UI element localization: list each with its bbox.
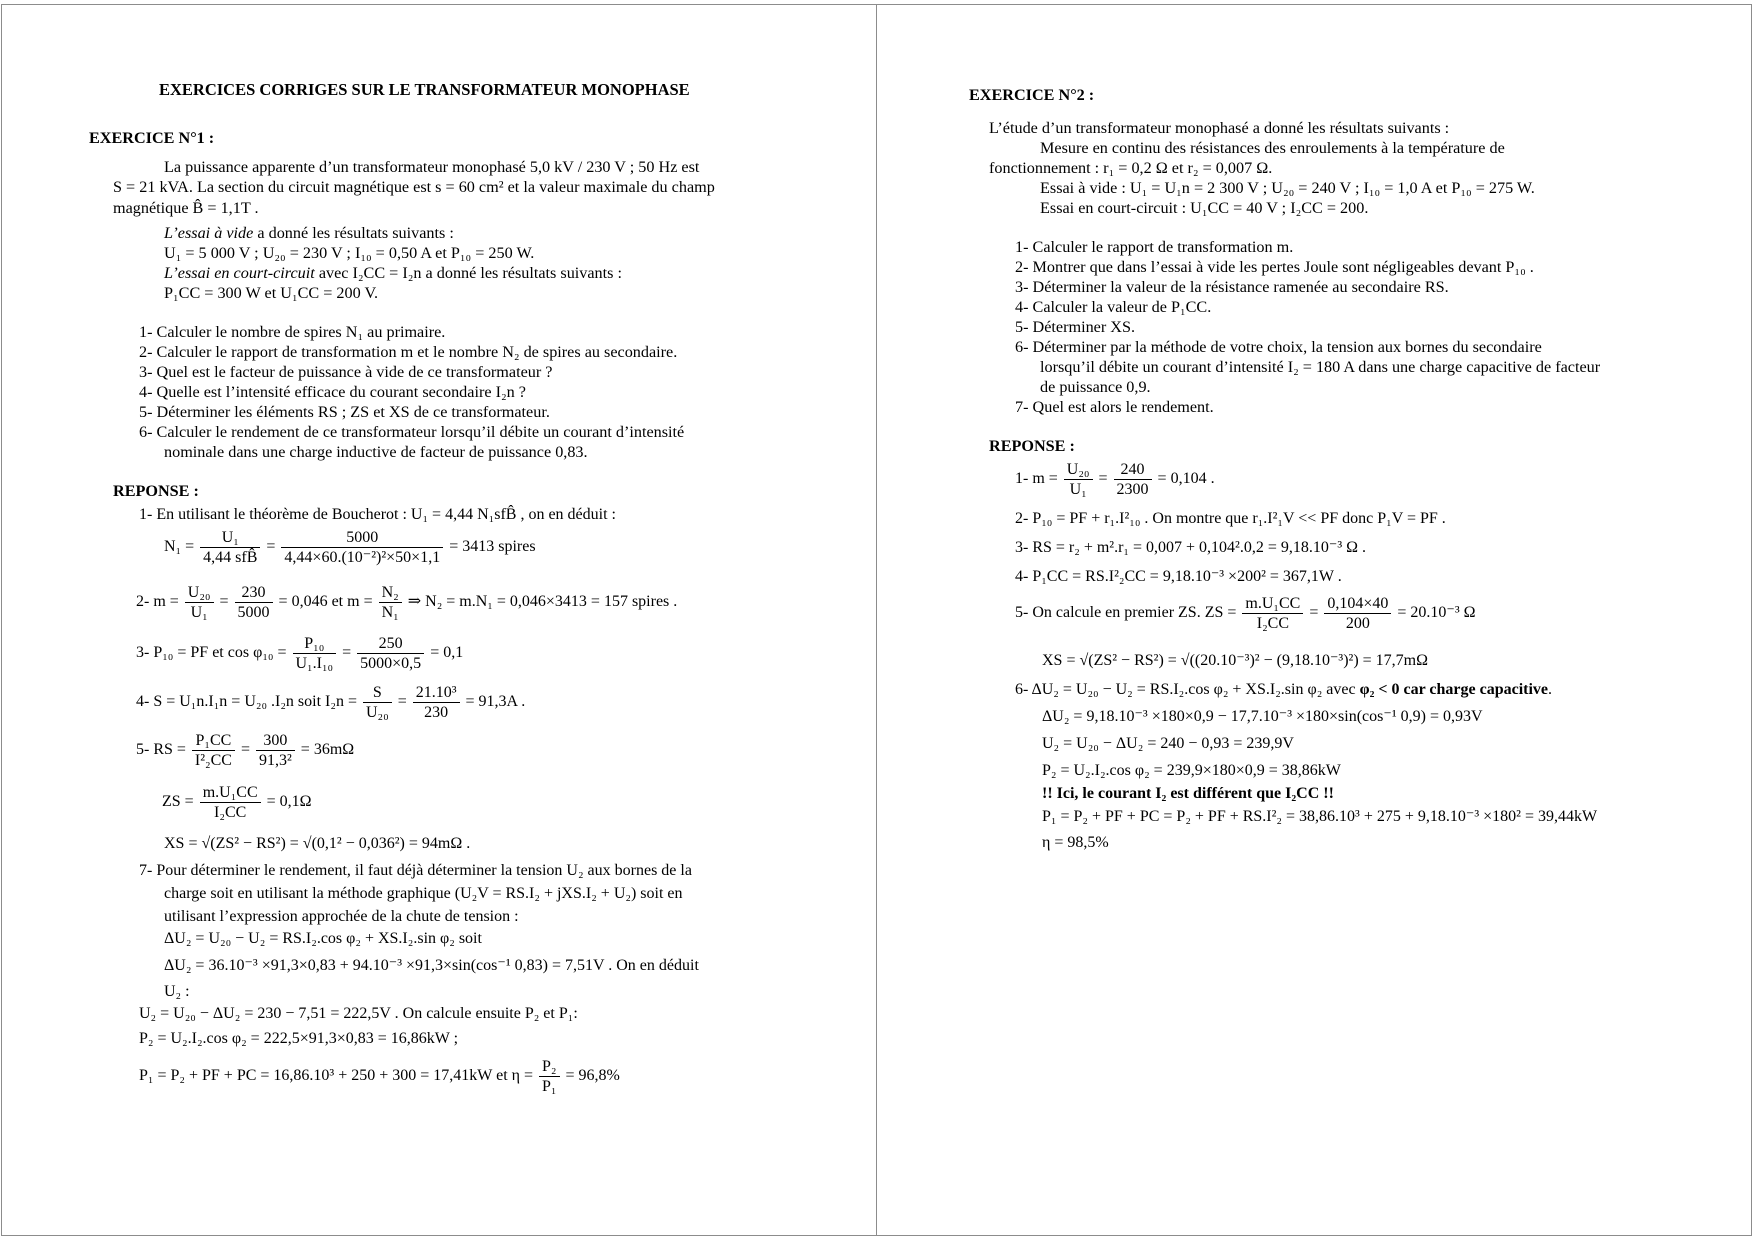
- ex1-reponse-heading: REPONSE :: [113, 482, 199, 500]
- fraction: [357, 634, 424, 673]
- formula-text: ⇒ N₂ = m.N₁ = 0,046×3413 = 157 spires .: [407, 593, 678, 611]
- fraction: [256, 731, 295, 770]
- ex1-cc-line: [164, 263, 622, 283]
- fraction: [379, 583, 402, 622]
- formula-text: = 0,104 .: [1157, 470, 1215, 488]
- ex1-answer-4: [136, 683, 525, 722]
- ex2-warning-note: !! Ici, le courant I₂ est différent que I₂CC !!: [1042, 785, 1334, 802]
- formula-text: =: [397, 693, 407, 711]
- fraction: [235, 583, 273, 622]
- ex2-question: 7- Quel est alors le rendement.: [1015, 398, 1214, 416]
- ex1-answer-7-line: U₂ :: [164, 983, 190, 1000]
- ex2-question: 2- Montrer que dans l’essai à vide les pertes Joule sont négligeables devant P₁₀ .: [1015, 258, 1534, 276]
- ex1-answer-5-xs: XS = √(ZS² − RS²) = √(0,1² − 0,036²) = 94mΩ .: [164, 835, 471, 852]
- numerator: U₂₀: [1064, 460, 1093, 480]
- numerator: 300: [256, 731, 295, 751]
- fraction: [185, 583, 214, 622]
- ex2-eta-line: η = 98,5%: [1042, 834, 1109, 851]
- ex1-vide-line: [164, 223, 454, 243]
- ex2-question: 6- Déterminer par la méthode de votre choix, la tension aux bornes du secondaire: [1015, 338, 1542, 356]
- formula-text: = 0,1: [430, 644, 464, 662]
- ex2-question: 1- Calculer le rapport de transformation m.: [1015, 238, 1294, 256]
- fraction: [363, 683, 392, 722]
- numerator: N₂: [379, 583, 402, 603]
- ex2-answer-5-xs: XS = √(ZS² − RS²) = √((20.10⁻³)² − (9,18.10⁻³)²) = 17,7mΩ: [1042, 652, 1429, 669]
- ex1-question: 1- Calculer le nombre de spires N₁ au primaire.: [139, 323, 446, 341]
- numerator: S: [363, 683, 392, 703]
- ex1-u2-line: U₂ = U₂₀ − ΔU₂ = 230 − 7,51 = 222,5V . On calcule ensuite P₂ et P₁:: [139, 1005, 578, 1022]
- ex2-answer-5: [1015, 594, 1476, 633]
- fraction: [1242, 594, 1303, 633]
- numerator: 230: [235, 583, 273, 603]
- fraction: [200, 783, 261, 822]
- vide-rest: a donné les résultats suivants :: [253, 224, 454, 242]
- ex1-answer-7-line: 7- Pour déterminer le rendement, il faut déjà déterminer la tension U₂ aux bornes de la: [139, 862, 692, 879]
- denominator: U₂₀: [365, 704, 389, 721]
- formula-text: =: [1098, 470, 1108, 488]
- ex1-answer-7-line: ΔU₂ = 36.10⁻³ ×91,3×0,83 + 94.10⁻³ ×91,3×sin(cos⁻¹ 0,83) = 7,51V . On en déduit: [164, 957, 699, 974]
- ex1-intro-line: La puissance apparente d’un transformateur monophasé 5,0 kV / 230 V ; 50 Hz est: [164, 158, 700, 176]
- ex1-vide-values: U₁ = 5 000 V ; U₂₀ = 230 V ; I₁₀ = 0,50 A et P₁₀ = 250 W.: [164, 244, 535, 262]
- formula-text: 3- P₁₀ = PF et cos φ₁₀ =: [136, 644, 287, 662]
- fraction: [1064, 460, 1093, 499]
- numerator: U₁: [200, 528, 260, 548]
- ex2-answer-3: 3- RS = r₂ + m².r₁ = 0,007 + 0,104².0,2 = 9,18.10⁻³ Ω .: [1015, 539, 1366, 556]
- ex1-p2-line: P₂ = U₂.I₂.cos φ₂ = 222,5×91,3×0,83 = 16,86kW ;: [139, 1030, 459, 1047]
- formula-text: =: [219, 593, 229, 611]
- denominator: 2300: [1116, 481, 1149, 498]
- numerator: 0,104×40: [1324, 594, 1391, 614]
- numerator: P₂: [539, 1057, 559, 1077]
- ex1-question: 3- Quel est le facteur de puissance à vide de ce transformateur ?: [139, 363, 553, 381]
- formula-text: =: [240, 741, 250, 759]
- vide-label: L’essai à vide: [164, 224, 254, 242]
- ex2-answer-6-line: U₂ = U₂₀ − ΔU₂ = 240 − 0,93 = 239,9V: [1042, 735, 1294, 752]
- ex1-answer-5-zs: [162, 783, 312, 822]
- formula-text: .: [1548, 681, 1553, 698]
- formula-text: = 20.10⁻³ Ω: [1397, 604, 1476, 622]
- ex1-answer-7-line: charge soit en utilisant la méthode graphique (U₂V = RS.I₂ + jXS.I₂ + U₂) soit en: [164, 885, 683, 902]
- ex2-reponse-heading: REPONSE :: [989, 437, 1075, 455]
- cc-rest: avec I₂CC = I₂n a donné les résultats suivants :: [314, 264, 622, 282]
- numerator: P₁CC: [192, 731, 235, 751]
- ex2-intro-line: Essai en court-circuit : U₁CC = 40 V ; I₂CC = 200.: [1040, 199, 1369, 217]
- ex1-answer-3: [136, 634, 463, 673]
- formula-text: 1- m =: [1015, 470, 1058, 488]
- ex2-question: 3- Déterminer la valeur de la résistance ramenée au secondaire RS.: [1015, 278, 1449, 296]
- ex1-answer-1-formula: [164, 528, 536, 567]
- ex2-question: de puissance 0,9.: [1040, 378, 1151, 396]
- denominator: U₁.I₁₀: [295, 655, 334, 672]
- page-divider: [876, 4, 877, 1236]
- fraction: [539, 1057, 559, 1096]
- ex1-answer-7-line: ΔU₂ = U₂₀ − U₂ = RS.I₂.cos φ₂ + XS.I₂.sin φ₂ soit: [164, 930, 482, 947]
- fraction: [200, 528, 260, 567]
- denominator: 230: [424, 704, 449, 721]
- denominator: 200: [1345, 615, 1370, 632]
- ex1-cc-values: P₁CC = 300 W et U₁CC = 200 V.: [164, 284, 379, 302]
- formula-text: 2- m =: [136, 593, 179, 611]
- cc-label: L’essai en court-circuit: [164, 264, 315, 282]
- denominator: 4,44 sfB̂: [203, 549, 258, 566]
- ex2-answer-6-line: P₂ = U₂.I₂.cos φ₂ = 239,9×180×0,9 = 38,86kW: [1042, 762, 1341, 779]
- ex1-answer-5: [136, 731, 354, 770]
- numerator: 250: [357, 634, 424, 654]
- ex2-p1-line: P₁ = P₂ + PF + PC = P₂ + PF + RS.I²₂ = 38,86.10³ + 275 + 9,18.10⁻³ ×180² = 39,44kW: [1042, 808, 1598, 825]
- fraction: [281, 528, 443, 567]
- ex1-answer-2: [136, 583, 677, 622]
- numerator: 5000: [281, 528, 443, 548]
- denominator: N₁: [381, 604, 399, 621]
- formula-text: =: [342, 644, 352, 662]
- denominator: I₂CC: [214, 804, 247, 821]
- fraction: [1324, 594, 1391, 633]
- ex1-answer-1: 1- En utilisant le théorème de Boucherot : U₁ = 4,44 N₁sfB̂ , on en déduit :: [139, 506, 616, 523]
- formula-text: = 36mΩ: [300, 741, 355, 759]
- numerator: 21.10³: [413, 683, 460, 703]
- denominator: 5000×0,5: [360, 655, 422, 672]
- fraction: [293, 634, 337, 673]
- ex2-answer-6: [1015, 680, 1552, 700]
- exercise-2-heading: EXERCICE N°2 :: [969, 86, 1095, 104]
- ex2-answer-4: 4- P₁CC = RS.I²₂CC = 9,18.10⁻³ ×200² = 367,1W .: [1015, 568, 1342, 585]
- ex2-intro-line: fonctionnement : r₁ = 0,2 Ω et r₂ = 0,007 Ω.: [989, 159, 1273, 177]
- ex2-question: 5- Déterminer XS.: [1015, 318, 1136, 336]
- ex2-answer-2: 2- P₁₀ = PF + r₁.I²₁₀ . On montre que r₁.I²₁V << PF donc P₁V = PF .: [1015, 510, 1446, 527]
- denominator: U₁: [1069, 481, 1087, 498]
- ex1-answer-7-line: utilisant l’expression approchée de la chute de tension :: [164, 908, 519, 925]
- ex2-answer-1: [1015, 460, 1215, 499]
- formula-text: N₁ =: [164, 538, 195, 556]
- ex1-intro-line: magnétique B̂ = 1,1T .: [113, 199, 259, 217]
- fraction: [1114, 460, 1152, 499]
- document-title: EXERCICES CORRIGES SUR LE TRANSFORMATEUR MONOPHASE: [159, 80, 690, 99]
- denominator: 4,44×60.(10⁻²)²×50×1,1: [284, 549, 441, 566]
- fraction: [413, 683, 460, 722]
- ex1-question: 6- Calculer le rendement de ce transformateur lorsqu’il débite un courant d’intensité: [139, 423, 685, 441]
- formula-text: 5- RS =: [136, 741, 186, 759]
- denominator: 91,3²: [259, 752, 292, 769]
- ex1-intro-line: S = 21 kVA. La section du circuit magnétique est s = 60 cm² et la valeur maximale du champ: [113, 178, 715, 196]
- ex2-intro-line: Mesure en continu des résistances des enroulements à la température de: [1040, 139, 1505, 157]
- ex2-intro-line: L’étude d’un transformateur monophasé a donné les résultats suivants :: [989, 119, 1450, 137]
- denominator: I₂CC: [1256, 615, 1289, 632]
- ex1-question: 5- Déterminer les éléments RS ; ZS et XS de ce transformateur.: [139, 403, 550, 421]
- formula-text: 6- ΔU₂ = U₂₀ − U₂ = RS.I₂.cos φ₂ + XS.I₂.sin φ₂ avec: [1015, 681, 1360, 698]
- denominator: P₁: [542, 1078, 557, 1095]
- formula-text: ZS =: [162, 793, 194, 811]
- denominator: U₁: [190, 604, 208, 621]
- formula-text: = 96,8%: [565, 1067, 620, 1085]
- denominator: 5000: [237, 604, 270, 621]
- fraction: [192, 731, 235, 770]
- formula-text: =: [266, 538, 276, 556]
- ex1-p1-line: [139, 1057, 620, 1096]
- formula-text: = 91,3A .: [465, 693, 526, 711]
- numerator: m.U₁CC: [200, 783, 261, 803]
- numerator: P₁₀: [293, 634, 337, 654]
- ex1-question: 2- Calculer le rapport de transformation m et le nombre N₂ de spires au secondaire.: [139, 343, 678, 361]
- ex2-question: lorsqu’il débite un courant d’intensité I₂ = 180 A dans une charge capacitive de facteur: [1040, 358, 1601, 376]
- ex2-question: 4- Calculer la valeur de P₁CC.: [1015, 298, 1212, 316]
- formula-text: = 0,1Ω: [266, 793, 312, 811]
- capacitive-note: φ₂ < 0 car charge capacitive: [1359, 681, 1549, 698]
- ex2-answer-6-line: ΔU₂ = 9,18.10⁻³ ×180×0,9 − 17,7.10⁻³ ×180×sin(cos⁻¹ 0,9) = 0,93V: [1042, 708, 1483, 725]
- formula-text: = 0,046 et m =: [278, 593, 373, 611]
- numerator: 240: [1114, 460, 1152, 480]
- denominator: I²₂CC: [194, 752, 232, 769]
- ex1-question: nominale dans une charge inductive de facteur de puissance 0,83.: [164, 443, 588, 461]
- ex1-question: 4- Quelle est l’intensité efficace du courant secondaire I₂n ?: [139, 383, 526, 401]
- formula-text: = 3413 spires: [449, 538, 536, 556]
- numerator: m.U₁CC: [1242, 594, 1303, 614]
- exercise-1-heading: EXERCICE N°1 :: [89, 129, 215, 147]
- numerator: U₂₀: [185, 583, 214, 603]
- ex2-intro-line: Essai à vide : U₁ = U₁n = 2 300 V ; U₂₀ = 240 V ; I₁₀ = 1,0 A et P₁₀ = 275 W.: [1040, 179, 1535, 197]
- formula-text: P₁ = P₂ + PF + PC = 16,86.10³ + 250 + 300 = 17,41kW et η =: [139, 1067, 534, 1085]
- formula-text: 5- On calcule en premier ZS. ZS =: [1015, 604, 1237, 622]
- formula-text: 4- S = U₁n.I₁n = U₂₀ .I₂n soit I₂n =: [136, 693, 357, 711]
- formula-text: =: [1309, 604, 1319, 622]
